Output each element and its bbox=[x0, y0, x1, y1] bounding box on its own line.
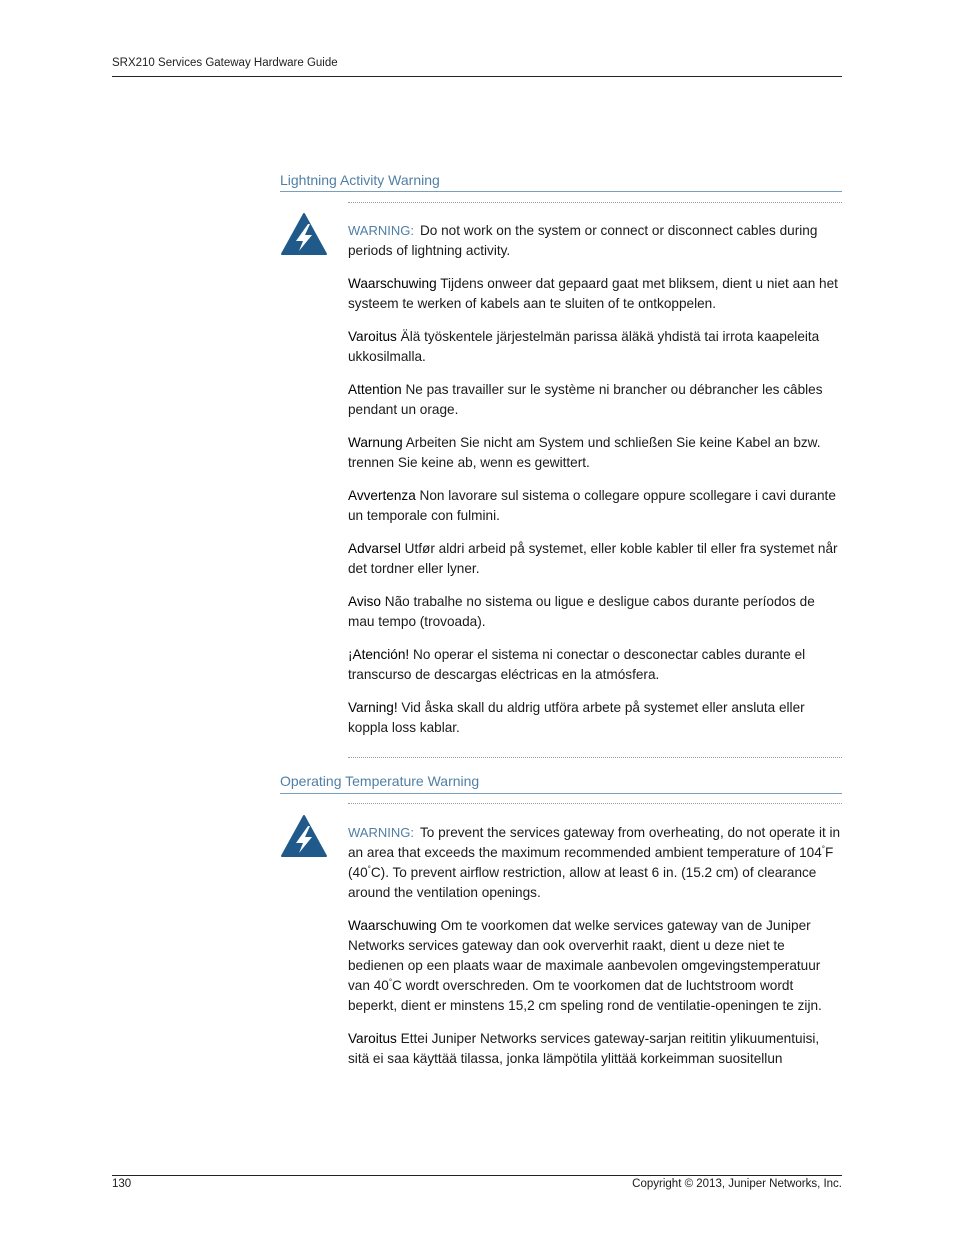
warning-text: Do not work on the system or connect or disconnect cables during periods of lightning activity. bbox=[348, 223, 818, 258]
header-rule bbox=[112, 76, 842, 77]
translation-label: Attention bbox=[348, 382, 402, 397]
warning-paragraph bbox=[348, 221, 842, 261]
dotted-rule bbox=[348, 757, 842, 758]
translation-text: Vid åska skall du aldrig utföra arbete på systemet eller ansluta eller koppla loss kablar. bbox=[348, 700, 805, 735]
temperature-warning-block bbox=[348, 823, 842, 1082]
warning-label: WARNING: bbox=[348, 223, 414, 238]
translation-label: Varning! bbox=[348, 700, 398, 715]
translation-text: C wordt overschreden. Om te voorkomen dat de luchtstroom wordt beperkt, dient er minstens 15,2 cm speling rond de ventilatie-openingen te zijn. bbox=[348, 978, 822, 1013]
translation-paragraph bbox=[348, 698, 842, 738]
warning-label: WARNING: bbox=[348, 825, 414, 840]
translation-paragraph bbox=[348, 433, 842, 473]
dotted-rule bbox=[348, 803, 842, 804]
translation-label: Warnung bbox=[348, 435, 403, 450]
degree-symbol: ° bbox=[821, 844, 825, 854]
translation-paragraph bbox=[348, 380, 842, 420]
translation-paragraph bbox=[348, 1029, 842, 1069]
translation-paragraph bbox=[348, 592, 842, 632]
section-title-temperature: Operating Temperature Warning bbox=[280, 773, 480, 789]
translation-paragraph bbox=[348, 274, 842, 314]
warning-text: C). To prevent airflow restriction, allow at least 6 in. (15.2 cm) of clearance around the ventilation openings. bbox=[348, 865, 817, 900]
section-rule bbox=[280, 191, 842, 192]
warning-paragraph bbox=[348, 823, 842, 903]
lightning-warning-icon bbox=[280, 212, 328, 256]
degree-symbol: ° bbox=[367, 864, 371, 874]
running-header: SRX210 Services Gateway Hardware Guide bbox=[112, 57, 338, 69]
translation-paragraph bbox=[348, 539, 842, 579]
translation-label: Avvertenza bbox=[348, 488, 416, 503]
translation-paragraph bbox=[348, 916, 842, 1016]
translation-label: ¡Atención! bbox=[348, 647, 410, 662]
dotted-rule bbox=[348, 202, 842, 203]
warning-text: To prevent the services gateway from overheating, do not operate it in an area that exceeds the maximum recommended ambient temperature of 104 bbox=[348, 825, 841, 860]
translation-label: Waarschuwing bbox=[348, 276, 437, 291]
translation-text: Arbeiten Sie nicht am System und schließen Sie keine Kabel an bzw. trennen Sie keine ab, wenn es gewittert. bbox=[348, 435, 821, 470]
translation-text: Älä työskentele järjestelmän parissa äläkä yhdistä tai irrota kaapeleita ukkosilmalla. bbox=[348, 329, 820, 364]
translation-label: Varoitus bbox=[348, 329, 397, 344]
translation-label: Aviso bbox=[348, 594, 381, 609]
translation-text: Om te voorkomen dat welke services gateway van de Juniper Networks services gateway dan ook oververhit raakt, dient u deze niet te bedienen op een plaats waar de maximale aanbevolen omgevingstemperatuur van 40 bbox=[348, 918, 821, 993]
translation-text: Tijdens onweer dat gepaard gaat met bliksem, dient u niet aan het systeem te werken of kabels aan te sluiten of te ontkoppelen. bbox=[348, 276, 838, 311]
translation-text: Ne pas travailler sur le système ni brancher ou débrancher les câbles pendant un orage. bbox=[348, 382, 823, 417]
translation-label: Varoitus bbox=[348, 1031, 397, 1046]
copyright-notice: Copyright © 2013, Juniper Networks, Inc. bbox=[632, 1178, 842, 1190]
degree-symbol: ° bbox=[388, 977, 393, 987]
translation-paragraph bbox=[348, 486, 842, 526]
translation-label: Waarschuwing bbox=[348, 918, 437, 933]
lightning-warning-icon bbox=[280, 814, 328, 858]
translation-text: Não trabalhe no sistema ou ligue e desligue cabos durante períodos de mau tempo (trovoada). bbox=[348, 594, 815, 629]
warning-text: F (40 bbox=[348, 845, 834, 880]
lightning-warning-block bbox=[348, 221, 842, 751]
page-number: 130 bbox=[112, 1178, 132, 1190]
translation-text: Non lavorare sul sistema o collegare oppure scollegare i cavi durante un temporale con fulmini. bbox=[348, 488, 836, 523]
translation-paragraph bbox=[348, 645, 842, 685]
translation-paragraph bbox=[348, 327, 842, 367]
translation-text: Ettei Juniper Networks services gateway-sarjan reititin ylikuumentuisi, sitä ei saa käyttää tilassa, jonka lämpötila ylittää korkeimman suositellun bbox=[348, 1031, 820, 1066]
section-rule bbox=[280, 793, 842, 794]
footer-rule bbox=[112, 1175, 842, 1176]
translation-text: No operar el sistema ni conectar o desconectar cables durante el transcurso de descargas eléctricas en la atmósfera. bbox=[348, 647, 806, 682]
section-title-lightning: Lightning Activity Warning bbox=[280, 172, 440, 188]
translation-label: Advarsel bbox=[348, 541, 401, 556]
translation-text: Utfør aldri arbeid på systemet, eller koble kabler til eller fra systemet når det tordner eller lyner. bbox=[348, 541, 838, 576]
